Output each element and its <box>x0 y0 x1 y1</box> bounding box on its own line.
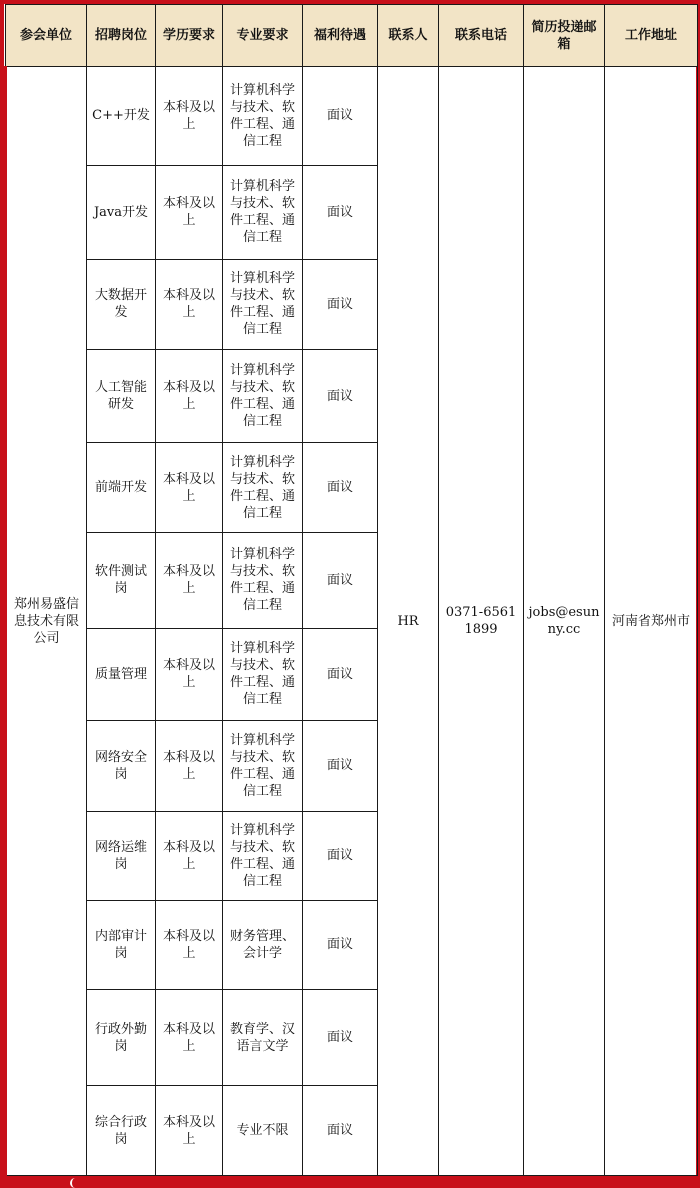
education-cell: 本科及以上 <box>156 721 223 812</box>
major-cell: 财务管理、会计学 <box>223 901 303 990</box>
education-cell: 本科及以上 <box>156 628 223 721</box>
position-cell: C++开发 <box>87 67 156 166</box>
major-cell: 计算机科学与技术、软件工程、通信工程 <box>223 165 303 260</box>
major-cell: 计算机科学与技术、软件工程、通信工程 <box>223 67 303 166</box>
address-cell: 河南省郑州市 <box>605 67 698 1176</box>
benefit-cell: 面议 <box>303 721 378 812</box>
education-cell: 本科及以上 <box>156 989 223 1086</box>
benefit-cell: 面议 <box>303 260 378 350</box>
table-row <box>6 67 698 166</box>
major-cell: 教育学、汉语言文学 <box>223 989 303 1086</box>
major-cell: 计算机科学与技术、软件工程、通信工程 <box>223 628 303 721</box>
education-cell: 本科及以上 <box>156 532 223 628</box>
position-cell: 内部审计岗 <box>87 901 156 990</box>
header-company: 参会单位 <box>6 5 87 67</box>
header-benefit: 福利待遇 <box>303 5 378 67</box>
education-cell: 本科及以上 <box>156 1086 223 1176</box>
header-contact: 联系人 <box>378 5 439 67</box>
header-major: 专业要求 <box>223 5 303 67</box>
phone-cell: 0371-65611899 <box>439 67 524 1176</box>
education-cell: 本科及以上 <box>156 901 223 990</box>
header-email: 简历投递邮箱 <box>524 5 605 67</box>
benefit-cell: 面议 <box>303 628 378 721</box>
position-cell: 网络安全岗 <box>87 721 156 812</box>
recruitment-table-frame <box>4 4 696 1176</box>
position-cell: Java开发 <box>87 165 156 260</box>
major-cell: 计算机科学与技术、软件工程、通信工程 <box>223 443 303 533</box>
education-cell: 本科及以上 <box>156 165 223 260</box>
header-education: 学历要求 <box>156 5 223 67</box>
header-row <box>6 5 698 67</box>
education-cell: 本科及以上 <box>156 260 223 350</box>
header-phone: 联系电话 <box>439 5 524 67</box>
benefit-cell: 面议 <box>303 349 378 443</box>
position-cell: 大数据开发 <box>87 260 156 350</box>
benefit-cell: 面议 <box>303 443 378 533</box>
benefit-cell: 面议 <box>303 989 378 1086</box>
education-cell: 本科及以上 <box>156 67 223 166</box>
major-cell: 计算机科学与技术、软件工程、通信工程 <box>223 721 303 812</box>
position-cell: 网络运维岗 <box>87 811 156 901</box>
major-cell: 计算机科学与技术、软件工程、通信工程 <box>223 349 303 443</box>
position-cell: 综合行政岗 <box>87 1086 156 1176</box>
company-cell: 郑州易盛信息技术有限公司 <box>6 67 87 1176</box>
position-cell: 前端开发 <box>87 443 156 533</box>
position-cell: 软件测试岗 <box>87 532 156 628</box>
benefit-cell: 面议 <box>303 811 378 901</box>
major-cell: 计算机科学与技术、软件工程、通信工程 <box>223 532 303 628</box>
benefit-cell: 面议 <box>303 532 378 628</box>
major-cell: 计算机科学与技术、软件工程、通信工程 <box>223 260 303 350</box>
education-cell: 本科及以上 <box>156 811 223 901</box>
education-cell: 本科及以上 <box>156 443 223 533</box>
benefit-cell: 面议 <box>303 165 378 260</box>
email-cell: jobs@esunny.cc <box>524 67 605 1176</box>
position-cell: 行政外勤岗 <box>87 989 156 1086</box>
header-position: 招聘岗位 <box>87 5 156 67</box>
education-cell: 本科及以上 <box>156 349 223 443</box>
position-cell: 质量管理 <box>87 628 156 721</box>
header-address: 工作地址 <box>605 5 698 67</box>
benefit-cell: 面议 <box>303 67 378 166</box>
major-cell: 计算机科学与技术、软件工程、通信工程 <box>223 811 303 901</box>
benefit-cell: 面议 <box>303 1086 378 1176</box>
benefit-cell: 面议 <box>303 901 378 990</box>
major-cell: 专业不限 <box>223 1086 303 1176</box>
bottom-decoration <box>70 1178 80 1188</box>
recruitment-table <box>4 4 698 1176</box>
contact-cell: HR <box>378 67 439 1176</box>
position-cell: 人工智能研发 <box>87 349 156 443</box>
